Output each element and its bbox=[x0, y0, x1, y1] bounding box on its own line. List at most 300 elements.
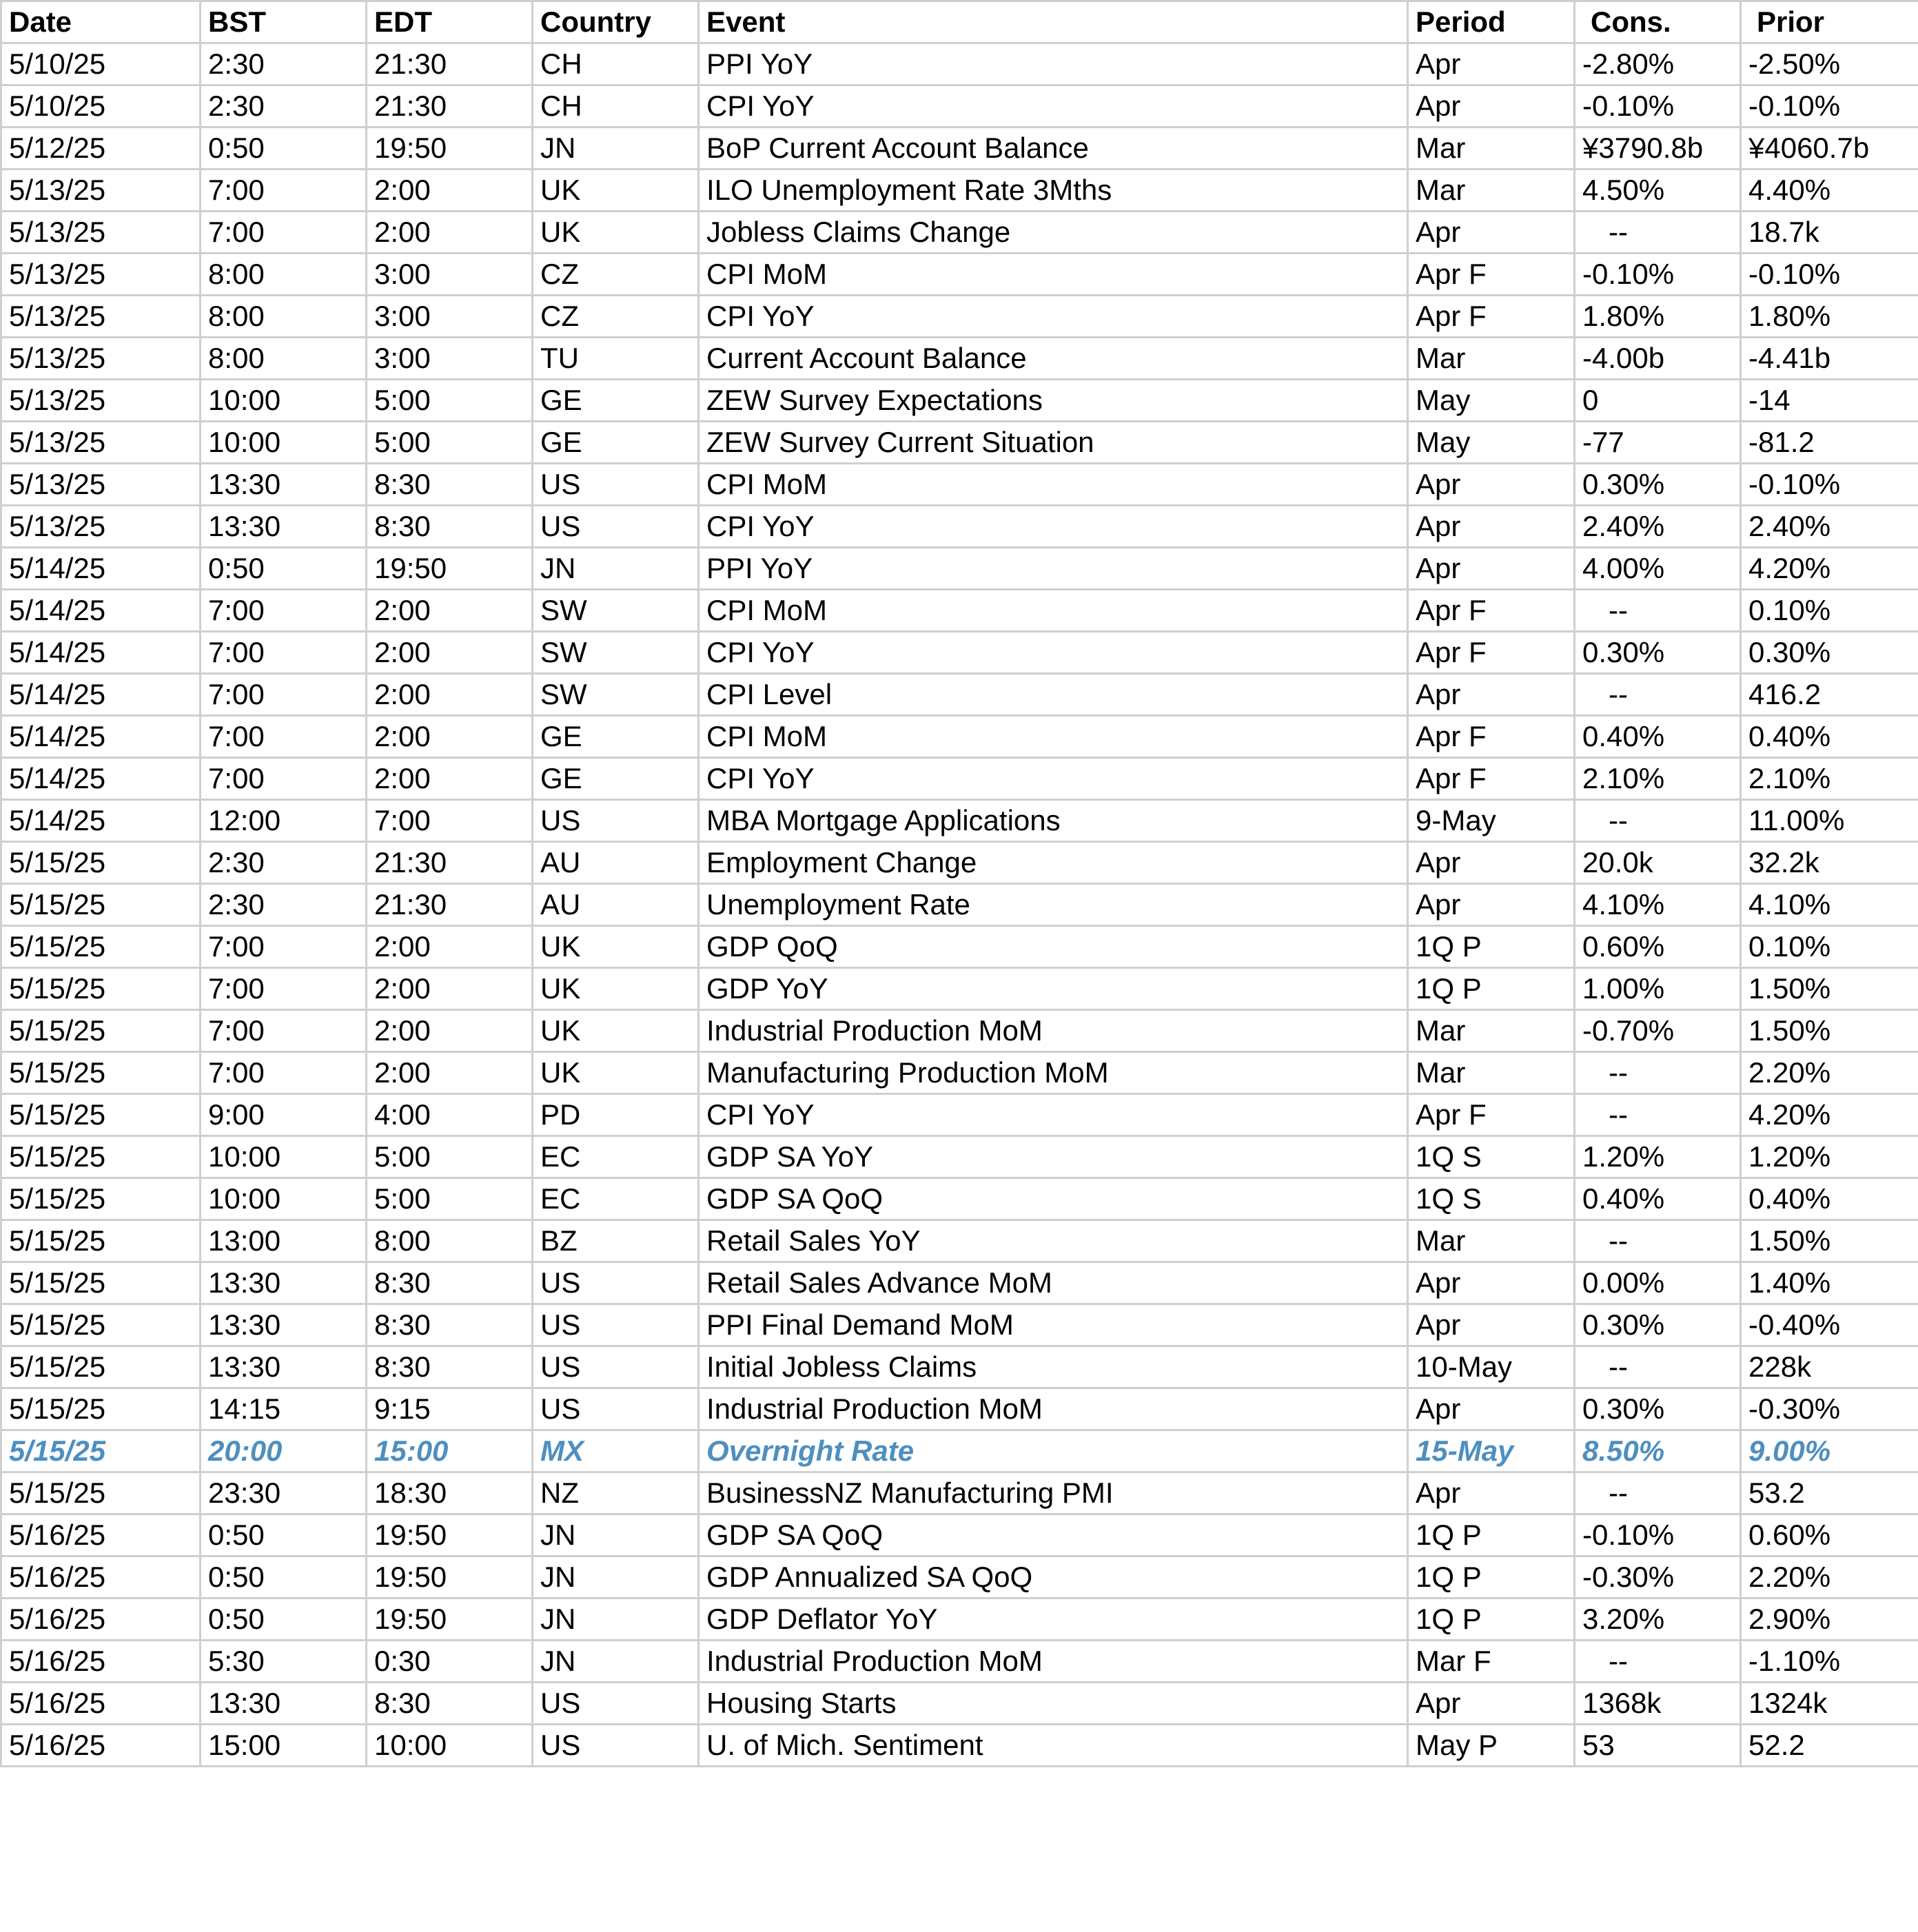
cell-bst: 0:50 bbox=[201, 1556, 367, 1599]
cell-edt: 2:00 bbox=[367, 716, 533, 758]
cell-event: Retail Sales YoY bbox=[699, 1220, 1408, 1262]
cell-period: Apr F bbox=[1408, 758, 1575, 800]
cell-event: CPI MoM bbox=[699, 254, 1408, 296]
table-row bbox=[1, 1010, 1918, 1052]
cell-date: 5/14/25 bbox=[1, 590, 201, 632]
cell-date: 5/15/25 bbox=[1, 1010, 201, 1052]
cell-event: CPI YoY bbox=[699, 506, 1408, 548]
cell-cons: -0.10% bbox=[1575, 254, 1741, 296]
table-row bbox=[1, 1388, 1918, 1430]
cell-date: 5/14/25 bbox=[1, 548, 201, 590]
cell-country: GE bbox=[533, 758, 699, 800]
cell-country: GE bbox=[533, 716, 699, 758]
cell-edt: 2:00 bbox=[367, 968, 533, 1010]
cell-prior: 2.20% bbox=[1741, 1556, 1918, 1599]
cell-country: UK bbox=[533, 1010, 699, 1052]
cell-date: 5/13/25 bbox=[1, 506, 201, 548]
cell-country: US bbox=[533, 1262, 699, 1304]
cell-period: Apr bbox=[1408, 212, 1575, 254]
cell-event: Manufacturing Production MoM bbox=[699, 1052, 1408, 1094]
cell-prior: 1.50% bbox=[1741, 968, 1918, 1010]
cell-country: MX bbox=[533, 1430, 699, 1472]
cell-prior: 32.2k bbox=[1741, 842, 1918, 884]
cell-period: Apr F bbox=[1408, 716, 1575, 758]
cell-edt: 5:00 bbox=[367, 1136, 533, 1178]
table-row bbox=[1, 254, 1918, 296]
cell-date: 5/16/25 bbox=[1, 1599, 201, 1641]
cell-prior: 4.20% bbox=[1741, 1094, 1918, 1136]
cell-date: 5/16/25 bbox=[1, 1556, 201, 1599]
cell-prior: 1324k bbox=[1741, 1683, 1918, 1725]
cell-cons: 20.0k bbox=[1575, 842, 1741, 884]
cell-bst: 10:00 bbox=[201, 1136, 367, 1178]
table-row bbox=[1, 422, 1918, 464]
cell-cons: -0.70% bbox=[1575, 1010, 1741, 1052]
cell-prior: 4.20% bbox=[1741, 548, 1918, 590]
cell-date: 5/13/25 bbox=[1, 169, 201, 212]
cell-edt: 0:30 bbox=[367, 1641, 533, 1683]
cell-cons: -- bbox=[1575, 1641, 1741, 1683]
header-prior: Prior bbox=[1741, 1, 1918, 43]
cell-cons: 1.20% bbox=[1575, 1136, 1741, 1178]
table-row bbox=[1, 1725, 1918, 1767]
header-edt: EDT bbox=[367, 1, 533, 43]
cell-bst: 14:15 bbox=[201, 1388, 367, 1430]
cell-cons: -2.80% bbox=[1575, 43, 1741, 85]
cell-bst: 5:30 bbox=[201, 1641, 367, 1683]
header-date: Date bbox=[1, 1, 201, 43]
table-row bbox=[1, 338, 1918, 380]
cell-country: US bbox=[533, 1725, 699, 1767]
cell-cons: -0.30% bbox=[1575, 1556, 1741, 1599]
cell-bst: 7:00 bbox=[201, 926, 367, 968]
cell-event: Employment Change bbox=[699, 842, 1408, 884]
cell-country: GE bbox=[533, 422, 699, 464]
cell-date: 5/10/25 bbox=[1, 43, 201, 85]
cell-country: UK bbox=[533, 212, 699, 254]
cell-bst: 8:00 bbox=[201, 296, 367, 338]
cell-prior: 0.10% bbox=[1741, 926, 1918, 968]
cell-cons: 0.40% bbox=[1575, 716, 1741, 758]
cell-event: Housing Starts bbox=[699, 1683, 1408, 1725]
cell-prior: 416.2 bbox=[1741, 674, 1918, 716]
cell-cons: -0.10% bbox=[1575, 1514, 1741, 1556]
cell-period: 1Q P bbox=[1408, 1556, 1575, 1599]
cell-prior: 0.40% bbox=[1741, 1178, 1918, 1220]
cell-cons: -- bbox=[1575, 1346, 1741, 1388]
table-row bbox=[1, 1472, 1918, 1514]
cell-country: JN bbox=[533, 548, 699, 590]
cell-period: Apr bbox=[1408, 464, 1575, 506]
cell-event: ILO Unemployment Rate 3Mths bbox=[699, 169, 1408, 212]
cell-prior: 2.40% bbox=[1741, 506, 1918, 548]
cell-country: PD bbox=[533, 1094, 699, 1136]
cell-edt: 15:00 bbox=[367, 1430, 533, 1472]
cell-edt: 21:30 bbox=[367, 85, 533, 127]
table-row bbox=[1, 1262, 1918, 1304]
cell-bst: 7:00 bbox=[201, 1052, 367, 1094]
cell-cons: -- bbox=[1575, 1052, 1741, 1094]
cell-country: US bbox=[533, 1388, 699, 1430]
cell-cons: -- bbox=[1575, 1220, 1741, 1262]
cell-cons: 3.20% bbox=[1575, 1599, 1741, 1641]
cell-edt: 2:00 bbox=[367, 590, 533, 632]
cell-date: 5/14/25 bbox=[1, 716, 201, 758]
cell-period: Apr bbox=[1408, 548, 1575, 590]
cell-event: GDP SA YoY bbox=[699, 1136, 1408, 1178]
cell-bst: 13:30 bbox=[201, 506, 367, 548]
table-row bbox=[1, 506, 1918, 548]
cell-event: Industrial Production MoM bbox=[699, 1641, 1408, 1683]
cell-country: JN bbox=[533, 1599, 699, 1641]
cell-event: Current Account Balance bbox=[699, 338, 1408, 380]
cell-bst: 13:30 bbox=[201, 1304, 367, 1346]
cell-edt: 2:00 bbox=[367, 1010, 533, 1052]
cell-edt: 7:00 bbox=[367, 800, 533, 842]
cell-date: 5/14/25 bbox=[1, 758, 201, 800]
cell-prior: -0.10% bbox=[1741, 85, 1918, 127]
header-country: Country bbox=[533, 1, 699, 43]
cell-country: EC bbox=[533, 1178, 699, 1220]
cell-date: 5/15/25 bbox=[1, 1388, 201, 1430]
cell-event: CPI MoM bbox=[699, 464, 1408, 506]
cell-cons: 1.80% bbox=[1575, 296, 1741, 338]
cell-country: SW bbox=[533, 674, 699, 716]
cell-cons: -- bbox=[1575, 800, 1741, 842]
cell-prior: 18.7k bbox=[1741, 212, 1918, 254]
cell-prior: -0.10% bbox=[1741, 464, 1918, 506]
cell-period: Apr bbox=[1408, 1472, 1575, 1514]
cell-period: Apr F bbox=[1408, 1094, 1575, 1136]
table-row bbox=[1, 169, 1918, 212]
cell-cons: 4.50% bbox=[1575, 169, 1741, 212]
cell-country: EC bbox=[533, 1136, 699, 1178]
cell-date: 5/16/25 bbox=[1, 1641, 201, 1683]
table-row bbox=[1, 590, 1918, 632]
cell-edt: 3:00 bbox=[367, 338, 533, 380]
cell-date: 5/13/25 bbox=[1, 338, 201, 380]
table-row bbox=[1, 674, 1918, 716]
cell-event: MBA Mortgage Applications bbox=[699, 800, 1408, 842]
cell-prior: 1.20% bbox=[1741, 1136, 1918, 1178]
cell-period: 1Q S bbox=[1408, 1178, 1575, 1220]
cell-event: CPI YoY bbox=[699, 1094, 1408, 1136]
table-row bbox=[1, 1599, 1918, 1641]
cell-period: Apr bbox=[1408, 1388, 1575, 1430]
cell-cons: 0.40% bbox=[1575, 1178, 1741, 1220]
cell-period: 15-May bbox=[1408, 1430, 1575, 1472]
cell-edt: 8:30 bbox=[367, 464, 533, 506]
cell-event: Industrial Production MoM bbox=[699, 1010, 1408, 1052]
cell-date: 5/14/25 bbox=[1, 632, 201, 674]
cell-event: CPI Level bbox=[699, 674, 1408, 716]
cell-prior: 4.10% bbox=[1741, 884, 1918, 926]
cell-edt: 2:00 bbox=[367, 212, 533, 254]
cell-edt: 19:50 bbox=[367, 1514, 533, 1556]
table-row bbox=[1, 1304, 1918, 1346]
cell-period: Mar bbox=[1408, 127, 1575, 169]
cell-country: JN bbox=[533, 1556, 699, 1599]
cell-date: 5/15/25 bbox=[1, 842, 201, 884]
table-body bbox=[1, 43, 1918, 1767]
cell-edt: 19:50 bbox=[367, 1599, 533, 1641]
cell-event: PPI YoY bbox=[699, 43, 1408, 85]
table-row bbox=[1, 380, 1918, 422]
table-row bbox=[1, 1136, 1918, 1178]
cell-prior: -14 bbox=[1741, 380, 1918, 422]
cell-event: U. of Mich. Sentiment bbox=[699, 1725, 1408, 1767]
cell-date: 5/13/25 bbox=[1, 380, 201, 422]
cell-prior: ¥4060.7b bbox=[1741, 127, 1918, 169]
cell-prior: 1.80% bbox=[1741, 296, 1918, 338]
cell-country: CZ bbox=[533, 296, 699, 338]
cell-bst: 12:00 bbox=[201, 800, 367, 842]
cell-date: 5/15/25 bbox=[1, 1430, 201, 1472]
cell-cons: 0.60% bbox=[1575, 926, 1741, 968]
cell-cons: -0.10% bbox=[1575, 85, 1741, 127]
table-row bbox=[1, 1052, 1918, 1094]
table-row bbox=[1, 1094, 1918, 1136]
cell-prior: -81.2 bbox=[1741, 422, 1918, 464]
cell-bst: 13:30 bbox=[201, 1262, 367, 1304]
cell-date: 5/13/25 bbox=[1, 296, 201, 338]
table-row bbox=[1, 127, 1918, 169]
cell-event: Initial Jobless Claims bbox=[699, 1346, 1408, 1388]
cell-period: Apr F bbox=[1408, 254, 1575, 296]
cell-cons: -- bbox=[1575, 1094, 1741, 1136]
cell-date: 5/15/25 bbox=[1, 968, 201, 1010]
cell-country: UK bbox=[533, 1052, 699, 1094]
cell-event: Retail Sales Advance MoM bbox=[699, 1262, 1408, 1304]
cell-prior: 0.40% bbox=[1741, 716, 1918, 758]
cell-date: 5/15/25 bbox=[1, 1178, 201, 1220]
cell-date: 5/16/25 bbox=[1, 1683, 201, 1725]
cell-bst: 13:00 bbox=[201, 1220, 367, 1262]
cell-edt: 2:00 bbox=[367, 674, 533, 716]
cell-prior: 52.2 bbox=[1741, 1725, 1918, 1767]
cell-edt: 8:00 bbox=[367, 1220, 533, 1262]
cell-date: 5/15/25 bbox=[1, 1220, 201, 1262]
cell-date: 5/15/25 bbox=[1, 1262, 201, 1304]
table-row bbox=[1, 1220, 1918, 1262]
cell-bst: 7:00 bbox=[201, 716, 367, 758]
cell-period: Apr F bbox=[1408, 296, 1575, 338]
table-row bbox=[1, 464, 1918, 506]
header-event: Event bbox=[699, 1, 1408, 43]
cell-bst: 2:30 bbox=[201, 842, 367, 884]
cell-date: 5/12/25 bbox=[1, 127, 201, 169]
cell-event: GDP Deflator YoY bbox=[699, 1599, 1408, 1641]
cell-edt: 8:30 bbox=[367, 506, 533, 548]
cell-bst: 7:00 bbox=[201, 968, 367, 1010]
cell-country: US bbox=[533, 800, 699, 842]
cell-cons: -77 bbox=[1575, 422, 1741, 464]
cell-event: CPI YoY bbox=[699, 758, 1408, 800]
cell-country: UK bbox=[533, 169, 699, 212]
cell-period: May bbox=[1408, 380, 1575, 422]
cell-period: Apr bbox=[1408, 506, 1575, 548]
table-row bbox=[1, 842, 1918, 884]
table-row bbox=[1, 926, 1918, 968]
cell-date: 5/10/25 bbox=[1, 85, 201, 127]
cell-prior: 9.00% bbox=[1741, 1430, 1918, 1472]
cell-period: Apr F bbox=[1408, 590, 1575, 632]
cell-period: Apr bbox=[1408, 842, 1575, 884]
cell-edt: 8:30 bbox=[367, 1683, 533, 1725]
table-row bbox=[1, 1556, 1918, 1599]
cell-event: GDP Annualized SA QoQ bbox=[699, 1556, 1408, 1599]
cell-period: Apr bbox=[1408, 1304, 1575, 1346]
cell-edt: 10:00 bbox=[367, 1725, 533, 1767]
cell-edt: 3:00 bbox=[367, 296, 533, 338]
cell-bst: 13:30 bbox=[201, 1346, 367, 1388]
header-period: Period bbox=[1408, 1, 1575, 43]
cell-date: 5/13/25 bbox=[1, 254, 201, 296]
cell-prior: -0.10% bbox=[1741, 254, 1918, 296]
cell-period: Apr bbox=[1408, 43, 1575, 85]
cell-cons: 4.10% bbox=[1575, 884, 1741, 926]
cell-cons: 4.00% bbox=[1575, 548, 1741, 590]
cell-edt: 5:00 bbox=[367, 1178, 533, 1220]
cell-period: May P bbox=[1408, 1725, 1575, 1767]
cell-bst: 7:00 bbox=[201, 674, 367, 716]
cell-country: SW bbox=[533, 590, 699, 632]
cell-period: Mar bbox=[1408, 169, 1575, 212]
cell-period: 10-May bbox=[1408, 1346, 1575, 1388]
cell-edt: 21:30 bbox=[367, 884, 533, 926]
cell-prior: 1.40% bbox=[1741, 1262, 1918, 1304]
cell-event: CPI YoY bbox=[699, 85, 1408, 127]
cell-edt: 2:00 bbox=[367, 1052, 533, 1094]
cell-country: JN bbox=[533, 1514, 699, 1556]
cell-bst: 2:30 bbox=[201, 884, 367, 926]
cell-date: 5/13/25 bbox=[1, 422, 201, 464]
cell-period: Apr F bbox=[1408, 632, 1575, 674]
cell-period: Mar bbox=[1408, 1010, 1575, 1052]
cell-cons: -- bbox=[1575, 1472, 1741, 1514]
cell-edt: 21:30 bbox=[367, 43, 533, 85]
cell-cons: 53 bbox=[1575, 1725, 1741, 1767]
cell-prior: 53.2 bbox=[1741, 1472, 1918, 1514]
cell-prior: -1.10% bbox=[1741, 1641, 1918, 1683]
cell-edt: 9:15 bbox=[367, 1388, 533, 1430]
cell-cons: 0 bbox=[1575, 380, 1741, 422]
cell-prior: 1.50% bbox=[1741, 1220, 1918, 1262]
cell-prior: -0.30% bbox=[1741, 1388, 1918, 1430]
table-row bbox=[1, 968, 1918, 1010]
cell-period: 1Q P bbox=[1408, 1599, 1575, 1641]
cell-country: US bbox=[533, 1346, 699, 1388]
cell-period: 1Q S bbox=[1408, 1136, 1575, 1178]
cell-bst: 8:00 bbox=[201, 254, 367, 296]
cell-cons: 1368k bbox=[1575, 1683, 1741, 1725]
cell-country: US bbox=[533, 506, 699, 548]
cell-event: Jobless Claims Change bbox=[699, 212, 1408, 254]
cell-event: Unemployment Rate bbox=[699, 884, 1408, 926]
cell-country: US bbox=[533, 1683, 699, 1725]
cell-prior: 228k bbox=[1741, 1346, 1918, 1388]
cell-period: 9-May bbox=[1408, 800, 1575, 842]
cell-event: CPI MoM bbox=[699, 590, 1408, 632]
cell-bst: 10:00 bbox=[201, 422, 367, 464]
cell-country: US bbox=[533, 464, 699, 506]
cell-date: 5/15/25 bbox=[1, 1304, 201, 1346]
cell-period: 1Q P bbox=[1408, 968, 1575, 1010]
cell-event: GDP SA QoQ bbox=[699, 1178, 1408, 1220]
cell-prior: 0.30% bbox=[1741, 632, 1918, 674]
table-row bbox=[1, 43, 1918, 85]
cell-bst: 7:00 bbox=[201, 212, 367, 254]
cell-bst: 15:00 bbox=[201, 1725, 367, 1767]
cell-prior: 2.10% bbox=[1741, 758, 1918, 800]
cell-period: Mar F bbox=[1408, 1641, 1575, 1683]
cell-bst: 7:00 bbox=[201, 632, 367, 674]
table-row bbox=[1, 85, 1918, 127]
cell-bst: 0:50 bbox=[201, 127, 367, 169]
cell-cons: -4.00b bbox=[1575, 338, 1741, 380]
cell-period: Mar bbox=[1408, 1052, 1575, 1094]
cell-prior: 11.00% bbox=[1741, 800, 1918, 842]
cell-event: CPI YoY bbox=[699, 632, 1408, 674]
cell-event: GDP SA QoQ bbox=[699, 1514, 1408, 1556]
cell-bst: 2:30 bbox=[201, 43, 367, 85]
cell-bst: 8:00 bbox=[201, 338, 367, 380]
cell-date: 5/15/25 bbox=[1, 926, 201, 968]
cell-edt: 2:00 bbox=[367, 758, 533, 800]
cell-prior: 2.90% bbox=[1741, 1599, 1918, 1641]
cell-country: UK bbox=[533, 926, 699, 968]
cell-bst: 7:00 bbox=[201, 169, 367, 212]
cell-prior: -2.50% bbox=[1741, 43, 1918, 85]
cell-bst: 23:30 bbox=[201, 1472, 367, 1514]
cell-period: Mar bbox=[1408, 338, 1575, 380]
cell-period: Mar bbox=[1408, 1220, 1575, 1262]
cell-edt: 21:30 bbox=[367, 842, 533, 884]
cell-edt: 4:00 bbox=[367, 1094, 533, 1136]
cell-edt: 18:30 bbox=[367, 1472, 533, 1514]
cell-country: GE bbox=[533, 380, 699, 422]
cell-bst: 10:00 bbox=[201, 380, 367, 422]
cell-event: CPI YoY bbox=[699, 296, 1408, 338]
cell-edt: 19:50 bbox=[367, 1556, 533, 1599]
table-row bbox=[1, 548, 1918, 590]
cell-cons: -- bbox=[1575, 590, 1741, 632]
cell-period: May bbox=[1408, 422, 1575, 464]
cell-edt: 19:50 bbox=[367, 127, 533, 169]
cell-country: AU bbox=[533, 842, 699, 884]
cell-period: Apr bbox=[1408, 674, 1575, 716]
table-row bbox=[1, 212, 1918, 254]
cell-edt: 8:30 bbox=[367, 1304, 533, 1346]
cell-date: 5/15/25 bbox=[1, 1346, 201, 1388]
cell-prior: 0.10% bbox=[1741, 590, 1918, 632]
cell-period: Apr bbox=[1408, 1262, 1575, 1304]
cell-country: CH bbox=[533, 85, 699, 127]
cell-edt: 8:30 bbox=[367, 1262, 533, 1304]
cell-country: US bbox=[533, 1304, 699, 1346]
cell-cons: 2.10% bbox=[1575, 758, 1741, 800]
cell-event: ZEW Survey Current Situation bbox=[699, 422, 1408, 464]
table-row bbox=[1, 1514, 1918, 1556]
cell-cons: 0.30% bbox=[1575, 632, 1741, 674]
cell-bst: 13:30 bbox=[201, 1683, 367, 1725]
cell-bst: 7:00 bbox=[201, 1010, 367, 1052]
cell-event: PPI YoY bbox=[699, 548, 1408, 590]
table-row bbox=[1, 716, 1918, 758]
cell-cons: 0.30% bbox=[1575, 1388, 1741, 1430]
cell-edt: 5:00 bbox=[367, 422, 533, 464]
cell-date: 5/15/25 bbox=[1, 884, 201, 926]
